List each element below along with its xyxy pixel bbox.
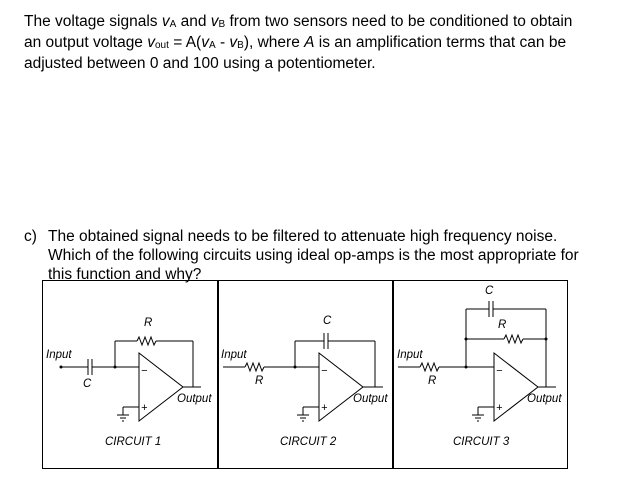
circuit-3-r-label: R	[428, 375, 437, 387]
text-span: = A(	[168, 34, 202, 51]
circuit-2-r-label: R	[255, 375, 264, 387]
circuit-2-caption: CIRCUIT 2	[280, 436, 337, 448]
circuit-2-input-label: Input	[221, 349, 247, 361]
circuit-3-r2-label: R	[498, 319, 507, 331]
question-line-1: The obtained signal needs to be filtered to attenuate high frequency noise.	[48, 228, 558, 245]
junction	[465, 366, 468, 369]
var-vout: v	[147, 34, 155, 51]
intro-line-1	[24, 12, 604, 33]
intro-line-3: adjusted between 0 and 100 using a potentiometer.	[24, 55, 376, 72]
circuit-1-caption: CIRCUIT 1	[105, 436, 162, 448]
circuit-1-r-label: R	[144, 317, 153, 329]
circuit-3-input-label: Input	[397, 349, 423, 361]
circuit-1-c-label: C	[83, 378, 92, 390]
text-span: The voltage signals	[24, 13, 162, 30]
resistor	[504, 335, 523, 343]
question-label: c)	[24, 228, 37, 245]
junction	[114, 366, 117, 369]
text-span: and	[176, 13, 211, 30]
text-span: ), where	[243, 34, 305, 51]
var-va: v	[161, 13, 170, 30]
noninverting-sign: +	[321, 402, 328, 414]
var-a: A	[304, 34, 315, 51]
inverting-sign: −	[321, 365, 328, 377]
sub-b: B	[237, 40, 244, 51]
circuit-1-output-label: Output	[177, 393, 212, 405]
var-va: v	[201, 34, 209, 51]
var-vb: v	[210, 13, 219, 30]
noninverting-sign: +	[496, 402, 503, 414]
inverting-sign: −	[496, 365, 503, 377]
circuit-3-c-label: C	[485, 285, 494, 297]
circuit-2-output-label: Output	[353, 393, 388, 405]
noninverting-sign: +	[141, 402, 148, 414]
junction	[545, 338, 548, 341]
text-span: is an amplification terms that can be	[314, 34, 567, 51]
sub-a: A	[169, 19, 177, 30]
resistor	[245, 363, 264, 371]
intro-line-2	[24, 33, 604, 54]
var-vb: v	[229, 34, 238, 51]
sub-out: out	[155, 40, 169, 51]
question-line-2: Which of the following circuits using ideal op-amps is the most appropriate for	[48, 247, 579, 264]
intro-paragraph	[24, 12, 604, 73]
circuit-3-output-label: Output	[527, 393, 562, 405]
junction	[465, 338, 468, 341]
circuit-2-c-label: C	[323, 315, 332, 327]
resistor	[137, 337, 156, 345]
text-span: from two sensors need to be conditioned to obtain	[225, 13, 573, 30]
text-span: -	[215, 34, 230, 51]
junction	[294, 366, 297, 369]
question-line-3: this function and why?	[48, 266, 202, 283]
sub-a: A	[208, 40, 216, 51]
input-terminal	[60, 366, 63, 369]
question-body	[48, 227, 608, 284]
circuits-figure	[42, 280, 568, 469]
resistor	[420, 363, 439, 371]
circuit-3-caption: CIRCUIT 3	[453, 436, 510, 448]
text-span: an output voltage	[24, 34, 148, 51]
circuit-1-input-label: Input	[46, 349, 72, 361]
sub-b: B	[218, 19, 226, 30]
inverting-sign: −	[141, 365, 148, 377]
